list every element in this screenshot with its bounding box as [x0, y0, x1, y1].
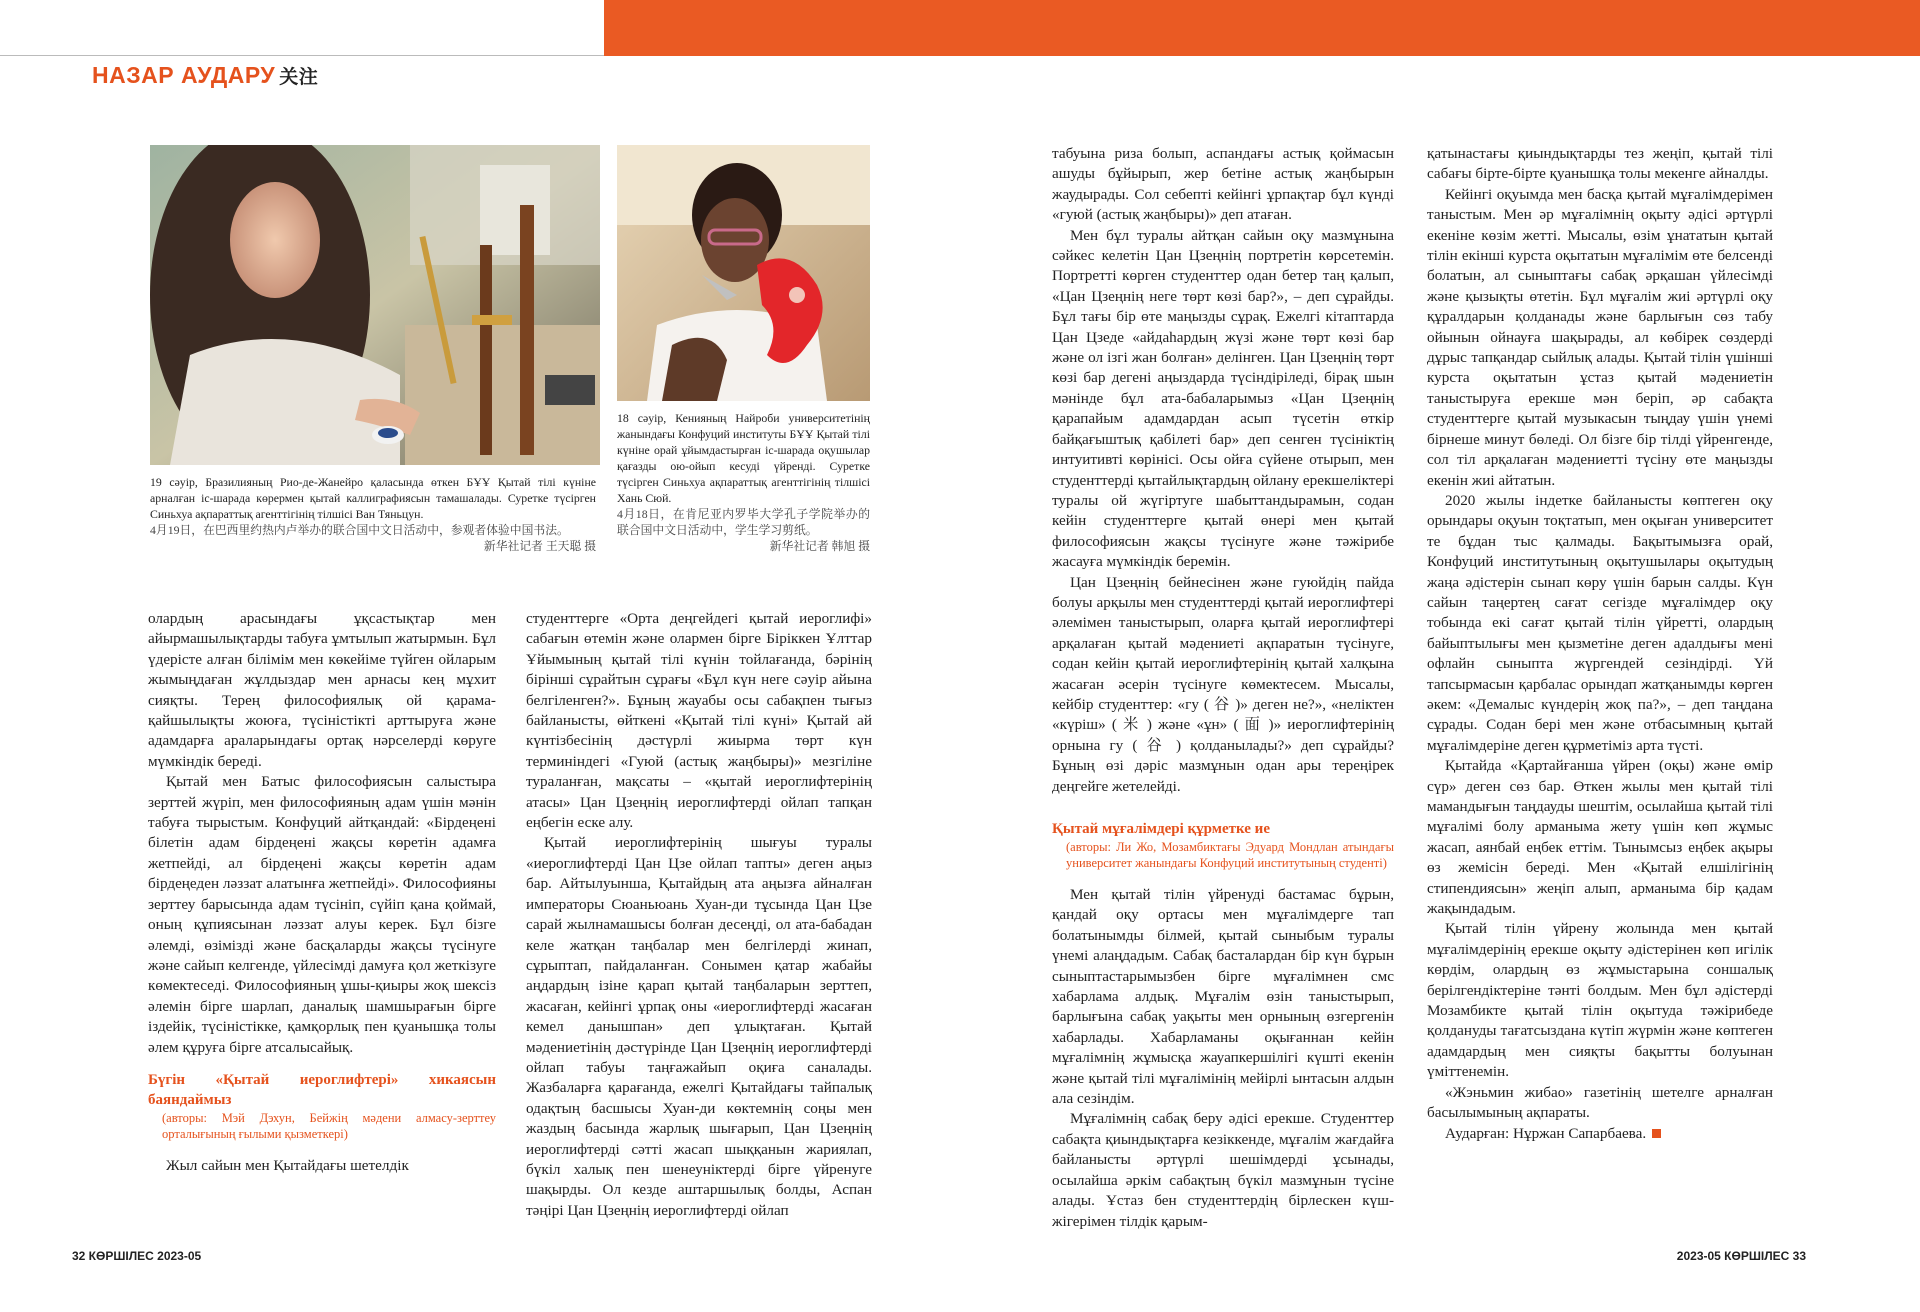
text-column-1	[148, 609, 496, 1176]
caption-text: 19 сәуір, Бразилияның Рио-де-Жанейро қаласында өткен БҰҰ Қытай тілі күніне арналған іс-шарада көрермен қытай каллиграфиясын тамашалады. Суретке түсірген Синьхуа ақпараттық агенттігінің тілшісі Ван Тяньцун.	[150, 475, 596, 521]
paragraph: Кейінгі оқуымда мен басқа қытай мұғалімдерімен таныстым. Мен әр мұғалімнің оқыту әдісі әртүрлі екеніне көзім жетті. Мысалы, өзім ұнататын қытай тілін екінші курста оқытатын мұғалімім өте белсенді болатын, ал сыныптағы сабақ әрқашан үйлесімді және қызықты өтетін. Бұл мұғалім жиі әртүрлі оқу құралдарын қолданады және барлығын сөз табу ойынын ойнауға шақырады, ал көбірек сөздерді дұрыс тапқандар сыйлық алады. Қытай тілін үшінші курста оқытатын ұстаз қытай мәдениетін таныстыруға ерекше мән беріп, әр сабақта студенттерге қытай музыкасын тыңдау үшін үнемі бірнеше минут бөледі. Ол бізге бір тілді үйренгенде, сол тіл арқалаған мәдениетті түсіну өте маңызды екенін жиі айтатын.	[1427, 185, 1773, 489]
photo-credit: 新华社记者 王天聪 摄	[483, 539, 596, 553]
section-title-cn: 关注	[279, 67, 319, 88]
papercut-photo	[617, 145, 870, 401]
photo-credit: 新华社记者 韩旭 摄	[769, 539, 870, 553]
text-column-2	[526, 609, 872, 1221]
paragraph: Қытайда «Қартайғанша үйрен (оқы) және өмір сүр» деген сөз бар. Өткен жылы мен қытай тілі мамандығын таңдауды шештім, осылайша қытай тілі мұғалімі болу арманыма жету үшін көп жұмыс жасап, аянбай еңбек еттім. Тынымсыз еңбек ақыры өз жемісін береді. Мен «Қытай елшілігінің стипендиясын» жеңіп алып, арманыма бір қадам жақындадым.	[1427, 757, 1773, 918]
paragraph: табуына риза болып, аспандағы астық қоймасын ашуды бұйырып, жер бетіне астық жаңбырын жаудырады. Сол себепті кейінгі ұрпақтар бұл күнді «гуюй (астық жаңбыры)» деп атаған.	[1052, 145, 1394, 224]
article-authors: (авторы: Ли Жо, Мозамбиктағы Эдуард Мондлан атындағы университет жанындағы Конфуций институтының студенті)	[1066, 840, 1394, 870]
article-subheading: Қытай мұғалімдері құрметке ие	[1052, 821, 1270, 837]
translator-note	[1427, 1124, 1773, 1144]
paragraph: Қытай мен Батыс философиясын салыстыра зерттей жүріп, мен философияның адам үшін мәнін табуға тырыстым. Конфуций айтқандай: «Бірдеңені білетін адам бірдеңені жақсы көретін адамға жетпейді, ал бірдеңені жақсы көретін адам бірдеңеден ләззат алатынға жетпейді». Философияны зерттеу барысында адам түсініп, сүйіп қана қоймай, оның құпиясынан ләззат алуы керек. Бұл бізге әлемді, өзімізді және басқаларды жақсы түсінуге және сайып келгенде, үйлесімді дамуға қол жеткізуге көмектеседі. Философияның ұшы-қиыры жоқ шексіз әлемін бірге шарлап, даналық шамшырағын бірге іздейік, түсіністікке, қамқорлық пен қуанышқа толы әлем құруға бірге атсалысайық.	[148, 773, 496, 1056]
paragraph: Мен бұл туралы айтқан сайын оқу мазмұнына сәйкес келетін Цан Цзеңнің портретін көрсетемін. Портретті көрген студенттер одан бетер таң қалып, «Цан Цзеңнің неге төрт көзі бар?», – деп сұрайды. Бұл тағы бір өте маңызды сұрақ. Ежелгі кітаптарда Цан Цзеде «айдаһардың жүзі және төрт көзі бар және ол ізгі жан болған» делінген. Цан Цзеңнің төрт көзі бар дегені аңыздарда түсіндіріледі, бірақ шын мәнінде бұл ата-бабаларымыз «Цан Цзеңнің қарапайым адамдардан асып түсетін өткір байқағыштық қабілеті бар» деп сенген түсініктің интуитивті көрінісі. Осы ойға сүйене отырып, мен студенттерді қытайлықтардың ойлану ерекшеліктері туралы ой жүгіртуге шабыттандырамын, содан кейін студенттерге қытай өнері мен қытай философиясын жақсы түсінуге және тәжірибе жасауға мүмкіндік беремін.	[1052, 226, 1394, 571]
calligraphy-photo-caption	[150, 474, 596, 554]
caption-text: 18 сәуір, Кенияның Найроби университетінің жанындағы Конфуций институты БҰҰ Қытай тілі күніне орай ұйымдастырған іс-шарада оқушылар қағазды ою-ойып кесуді үйренді. Суретке түсірген Синьхуа ақпараттық агенттігінің тілшісі Хань Сюй.	[617, 411, 870, 505]
page-footer-right: 2023-05 КӨРШІЛЕС 33	[1676, 1249, 1806, 1263]
page-footer-left: 32 КӨРШІЛЕС 2023-05	[72, 1249, 202, 1263]
paragraph: Қытай тілін үйрену жолында мен қытай мұғалімдерінің ерекше оқыту әдістерінен көп игілік көрдім, олардың өз жұмыстарына соншалық берілгендіктеріне тәнті болдым. Мен бұл әдістерді Мозамбикте қытай тілін оқытуда тәжірибеде қолдануды тағатсыздана күтіп жүрмін және көптеген адамдардың мен сияқты бақытты болуынан үміттенемін.	[1427, 920, 1773, 1081]
papercut-photo-caption	[617, 410, 870, 554]
caption-text-cn: 4月18日，在肯尼亚内罗毕大学孔子学院举办的联合国中文日活动中，学生学习剪纸。	[617, 507, 870, 537]
translator-text: Аударған: Нұржан Сапарбаева.	[1445, 1124, 1647, 1142]
paragraph: Цан Цзеңнің бейнесінен және гуюйдің пайда болуы арқылы мен студенттерді қытай иероглифтері әлемімен таныстырып, оларға қытай иероглифтері арқалаған қытай мәдениеті ақпаратын түсінуге, содан кейін қытай иероглифтерінің қытай халқына жасаған әсерін түсінуге көмектесем. Мысалы, кейбір студенттер: «гу ( 谷 )» деген не?», «неліктен «күріш» ( 米 ) және «ұн» ( 面 )» иероглифтерінің орнына гу ( 谷 ) қолданылады?» деп сұрайды? Бұның өзі дәріс мазмұнын одан ары тереңірек деңгейге жетелейді.	[1052, 573, 1394, 795]
paragraph: Мен қытай тілін үйренуді бастамас бұрын, қандай оқу ортасы мен мұғалімдерге тап болатынымды білмей, қытай сыныбым туралы үнемі алаңдадым. Сабақ басталардан бір күн бұрын сыныптастарымызбен бірге мұғалімнен смс хабарлама алдық. Мұғалім өзін таныстырып, барлығына сабақ уақыты мен орнының өзгергенін хабарлады. Хабарламаны оқығаннан кейін мұғалімнің жұмысқа жауапкершілігі күшті екенін және қытай тілі мұғалімінің мейірлі ынтасын алдын ала сезіндім.	[1052, 886, 1394, 1108]
caption-text-cn: 4月19日，在巴西里约热内卢举办的联合国中文日活动中，参观者体验中国书法。	[150, 523, 569, 537]
text-column-3	[1052, 144, 1394, 1232]
paragraph: Жыл сайын мен Қытайдағы шетелдік	[166, 1156, 409, 1174]
article-authors: (авторы: Мэй Дэхун, Бейжің мәдени алмасу-зерттеу орталығының ғылыми қызметкері)	[162, 1110, 496, 1141]
header-divider	[0, 55, 604, 56]
article-subheading: Бүгін «Қытай иероглифтері» хикаясын баяндаймыз	[148, 1071, 496, 1108]
section-title-kz: НАЗАР АУДАРУ	[92, 62, 276, 88]
paragraph: олардың арасындағы ұқсастықтар мен айырмашылықтарды табуға ұмтылып жатырмын. Бұл үдерісте алған білімім мен көкейіме түйген ойларым жымыңдаған жұлдыздар мен арнасы кең мұхит сияқты. Терең философиялық ой қарама-қайшылықты жоюға, түсіністікті арттыруға және адамдарға араларындағы ортақ нәрселерді көруге мүмкіндік береді.	[148, 610, 496, 770]
source-note: «Жэньмин жибао» газетінің шетелге арналған басылымының ақпараты.	[1427, 1083, 1773, 1122]
calligraphy-photo	[150, 145, 600, 465]
header-accent-bar	[604, 0, 1920, 56]
paragraph: 2020 жылы індетке байланысты көптеген оқу орындары оқуын тоқтатып, мен оқыған университет те бұдан тыс қалмады. Бақытымызға орай, Конфуций институтының оқытушылары оқытудың жаңа әдістерін сынап көру үшін барын салды. Күн сайын таңертең сағат сегізде мұғалімдер оқу тобында екі сағат қытай тілін үйретті, олардың байыптылығы мен қызметіне деген адалдығы мені офлайн сыныпта жүргендей сезіндірді. Үй тапсырмасын қарбалас орындап жатқанымды көрген әкем: «Демалыс күндерің жоқ па?», – деп таңдана сұрады. Содан бері мен және отбасымның қытай мұғалімдеріне деген құрметіміз арта түсті.	[1427, 491, 1773, 754]
paragraph: Мұғалімнің сабақ беру әдісі ерекше. Студенттер сабақта қиындықтарға кезіккенде, мұғалім жағдайға байланысты әртүрлі шешімдерді ұсынады, осылайша әркім сабақтың бүкіл мазмұнын түсіне алады. Ұстаз бен студенттердің бірлескен күш-жігерімен тілдік қарым-	[1052, 1110, 1394, 1230]
text-column-4	[1427, 144, 1773, 1144]
paragraph: студенттерге «Орта деңгейдегі қытай иероглифі» сабағын өтемін және олармен бірге Біріккен Ұлттар Ұйымының қытай тілі күнін тойлағанда, бәрінің бірінші сұрайтын сұрағы «Бұл күн неге сәуір айына белгіленген?». Бұның жауабы осы сабақпен тығыз байланысты, өйткені «Қытай тілі күні» Қытай ай күнтізбесінің дәстүрлі жиырма төрт күн терминіндегі «Гуюй (астық жаңбыры)» мезгіліне тураланған, мақсаты – «қытай иероглифтерінің атасы» Цан Цзеңнің иероглифтерді ойлап тапқан еңбегін еске алу.	[526, 610, 872, 832]
section-title	[92, 62, 318, 89]
end-mark-icon	[1652, 1129, 1661, 1138]
paragraph: Қытай иероглифтерінің шығуы туралы «иероглифтерді Цан Цзе ойлап тапты» деген аңыз бар. Айтылуынша, Қытайдың ата аңызға айналған императоры Сюаньюань Хуан-ди тұсында Цан Цзе сарай жылнамашысы болған десеңді, ол ата-бабадан келе жатқан таңбалар мен белгілерді жинап, сұрыптап, пайдаланған. Сонымен қатар жабайы аңдардың ізіне қарап қытай таңбаларын зерттеп, жасаған, кейінгі ұрпақ оны «иероглифтерді жасаған кемел данышпан» деп ұлықтаған. Қытай мәдениетінің дәстүрінде Цан Цзеңнің иероглифтерді ойлап табуы таңғажайып оқиға саналады. Жазбаларға қарағанда, ежелгі Қытайдағы тайпалық одақтың басшысы Хуан-ди көктемнің соңы мен жаздың басында жарлық шығарып, Цан Цзеңнің иероглифтерді сәтті жасап шыққанын жариялап, бүкіл халық пен шенеуніктерді бірге үйренуге шақырды. Ол кезде аштаршылық болды, Аспан тәңірі Цан Цзеңнің иероглифтерді ойлап	[526, 834, 872, 1219]
paragraph: қатынастағы қиындықтарды тез жеңіп, қытай тілі сабағы бірте-бірте қуанышқа толы мекенге айналды.	[1427, 145, 1773, 183]
